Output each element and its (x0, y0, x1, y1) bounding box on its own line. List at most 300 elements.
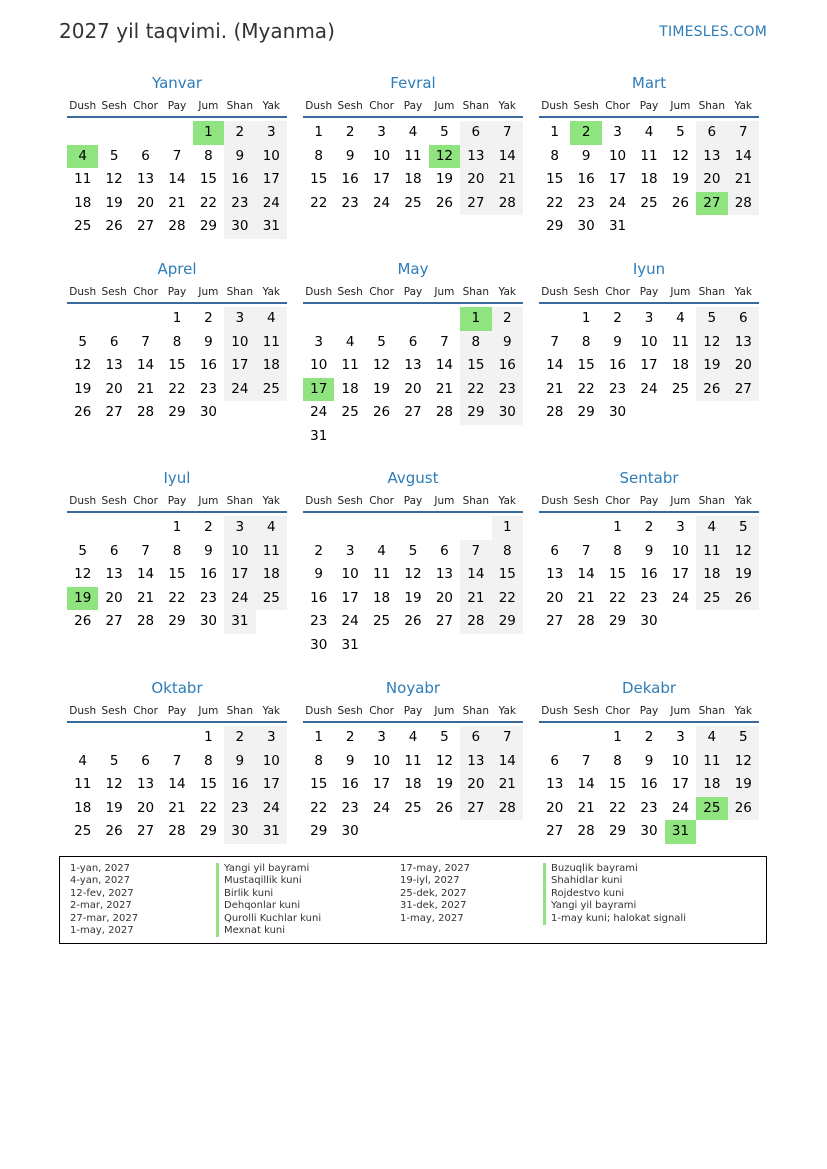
month-block (539, 467, 759, 634)
day-cell: 13 (460, 145, 491, 169)
weekday-label: Dush (305, 495, 333, 507)
day-cell: 28 (460, 610, 491, 634)
month-name: Oktabr (151, 679, 203, 697)
day-cell: 6 (728, 307, 759, 331)
day-cell: 29 (608, 613, 627, 630)
day-cell: 15 (608, 566, 627, 583)
day-cell: 15 (168, 357, 186, 374)
weekday-label: Shan (698, 286, 726, 298)
day-cell: 12 (728, 750, 759, 774)
day-cell: 13 (404, 357, 422, 374)
day-cell: 20 (546, 589, 564, 606)
day-cell: 12 (372, 357, 391, 374)
day-cell: 3 (644, 310, 654, 326)
day-cell: 2 (224, 121, 255, 145)
day-cell: 17 (671, 566, 690, 583)
day-cell: 24 (224, 587, 255, 611)
day-cell: 15 (310, 171, 328, 188)
weekday-header (303, 493, 523, 513)
empty-cell (161, 121, 192, 145)
day-cell: 29 (199, 218, 218, 235)
day-grid (303, 121, 523, 215)
day-cell: 5 (78, 542, 87, 559)
holiday-day-cell: 25 (696, 797, 727, 821)
month-name: Sentabr (619, 469, 679, 487)
month-name: Avgust (387, 469, 439, 487)
day-grid (539, 307, 759, 425)
day-cell: 14 (577, 776, 595, 793)
day-cell: 13 (728, 331, 759, 355)
day-cell: 26 (74, 613, 92, 630)
day-cell: 4 (256, 307, 287, 331)
day-cell: 20 (136, 799, 155, 816)
weekday-label: Shan (462, 495, 490, 507)
day-cell: 13 (546, 566, 564, 583)
day-cell: 3 (676, 519, 685, 535)
weekday-label: Shan (462, 286, 490, 298)
weekday-header (67, 284, 287, 304)
weekday-label: Dush (305, 286, 333, 298)
day-cell: 21 (435, 380, 454, 397)
day-cell: 16 (224, 773, 255, 797)
day-cell: 13 (460, 750, 491, 774)
day-cell: 5 (440, 729, 449, 745)
day-cell: 2 (314, 542, 323, 559)
day-cell: 16 (577, 171, 595, 188)
brand-link[interactable]: TIMESLES.COM (659, 24, 767, 40)
day-cell: 30 (577, 218, 595, 235)
day-cell: 29 (546, 218, 564, 235)
day-cell: 17 (608, 171, 627, 188)
day-cell: 23 (492, 378, 523, 402)
day-cell: 24 (671, 799, 690, 816)
weekday-label: Jum (434, 705, 455, 717)
day-cell: 3 (377, 124, 386, 140)
day-cell: 11 (256, 540, 287, 564)
day-cell: 8 (314, 147, 323, 164)
day-cell: 20 (460, 168, 491, 192)
day-cell: 15 (199, 776, 218, 793)
weekday-label: Chor (605, 100, 630, 112)
day-cell: 9 (224, 145, 255, 169)
day-cell: 24 (341, 613, 359, 630)
day-cell: 1 (314, 124, 323, 140)
day-cell: 19 (696, 354, 727, 378)
day-cell: 19 (74, 380, 92, 397)
day-cell: 22 (199, 194, 218, 211)
day-cell: 5 (728, 516, 759, 540)
day-cell: 14 (492, 750, 523, 774)
day-cell: 12 (696, 331, 727, 355)
day-cell: 13 (105, 566, 123, 583)
day-cell: 5 (408, 542, 418, 559)
day-cell: 4 (696, 726, 727, 750)
day-cell: 28 (546, 404, 564, 421)
holiday-day-cell: 31 (665, 820, 696, 844)
day-cell: 11 (696, 540, 727, 564)
day-cell: 12 (74, 357, 92, 374)
day-cell: 21 (168, 799, 186, 816)
weekday-label: Dush (541, 286, 569, 298)
day-cell: 16 (310, 589, 328, 606)
weekday-label: Dush (69, 495, 97, 507)
weekday-label: Pay (403, 286, 423, 298)
day-cell: 19 (105, 194, 123, 211)
day-cell: 21 (728, 168, 759, 192)
day-cell: 26 (728, 797, 759, 821)
day-cell: 23 (224, 797, 255, 821)
weekday-label: Dush (541, 705, 569, 717)
legend-entry: Birlik kuni (216, 888, 321, 900)
day-cell: 4 (644, 124, 654, 140)
empty-cell (303, 307, 334, 331)
day-cell: 25 (671, 380, 690, 397)
day-cell: 10 (640, 333, 658, 350)
day-cell: 5 (676, 124, 685, 140)
weekday-label: Chor (605, 286, 630, 298)
weekday-label: Chor (133, 100, 158, 112)
day-cell: 14 (460, 563, 491, 587)
day-cell: 16 (608, 357, 627, 374)
weekday-label: Chor (605, 705, 630, 717)
day-cell: 8 (314, 752, 323, 769)
day-cell: 26 (372, 404, 391, 421)
day-cell: 27 (546, 823, 564, 840)
weekday-label: Yak (734, 100, 752, 112)
empty-cell (460, 516, 491, 540)
day-cell: 22 (168, 589, 186, 606)
day-cell: 20 (435, 589, 454, 606)
empty-cell (67, 726, 98, 750)
day-cell: 22 (492, 587, 523, 611)
day-cell: 15 (577, 357, 595, 374)
day-cell: 20 (546, 799, 564, 816)
day-cell: 23 (310, 613, 328, 630)
day-cell: 10 (224, 331, 255, 355)
weekday-label: Sesh (573, 705, 599, 717)
day-cell: 2 (492, 307, 523, 331)
day-cell: 10 (671, 752, 690, 769)
day-cell: 11 (256, 331, 287, 355)
month-name: Iyun (632, 260, 666, 278)
weekday-label: Dush (69, 100, 97, 112)
day-cell: 12 (74, 566, 92, 583)
day-cell: 26 (435, 799, 454, 816)
day-cell: 15 (460, 354, 491, 378)
day-cell: 17 (372, 171, 391, 188)
weekday-label: Chor (133, 495, 158, 507)
day-cell: 26 (671, 194, 690, 211)
day-cell: 18 (74, 194, 92, 211)
day-cell: 26 (404, 613, 422, 630)
day-cell: 1 (172, 519, 182, 535)
weekday-header (539, 284, 759, 304)
day-cell: 7 (492, 121, 523, 145)
weekday-label: Pay (639, 286, 659, 298)
empty-cell (334, 516, 365, 540)
weekday-header (539, 493, 759, 513)
day-cell: 1 (314, 729, 323, 745)
day-cell: 5 (377, 333, 386, 350)
weekday-label: Dush (305, 705, 333, 717)
day-cell: 18 (74, 799, 92, 816)
day-cell: 2 (644, 729, 654, 745)
day-cell: 23 (199, 589, 218, 606)
weekday-header (67, 98, 287, 118)
day-cell: 17 (372, 776, 391, 793)
legend-entry: Buzuqlik bayrami (543, 863, 686, 875)
day-cell: 19 (105, 799, 123, 816)
empty-cell (334, 307, 365, 331)
day-cell: 17 (671, 776, 690, 793)
day-grid (303, 516, 523, 658)
weekday-label: Sesh (573, 495, 599, 507)
day-cell: 19 (728, 773, 759, 797)
weekday-label: Pay (639, 705, 659, 717)
day-cell: 9 (613, 333, 622, 350)
day-cell: 15 (492, 563, 523, 587)
weekday-header (67, 493, 287, 513)
day-cell: 18 (256, 563, 287, 587)
day-cell: 6 (550, 542, 559, 559)
day-cell: 28 (728, 192, 759, 216)
day-cell: 21 (577, 589, 595, 606)
day-grid (67, 121, 287, 239)
day-cell: 9 (204, 542, 213, 559)
day-cell: 14 (136, 357, 155, 374)
day-cell: 4 (408, 729, 418, 745)
day-cell: 23 (577, 194, 595, 211)
day-cell: 22 (460, 378, 491, 402)
weekday-label: Sesh (337, 495, 363, 507)
day-cell: 11 (696, 750, 727, 774)
month-name: Dekabr (621, 679, 677, 697)
day-cell: 18 (341, 380, 359, 397)
day-cell: 30 (341, 823, 359, 840)
weekday-label: Chor (369, 705, 394, 717)
day-cell: 7 (728, 121, 759, 145)
legend-dates-column-2 (400, 863, 470, 925)
day-cell: 4 (377, 542, 386, 559)
empty-cell (67, 516, 98, 540)
weekday-label: Pay (167, 495, 187, 507)
day-cell: 14 (728, 145, 759, 169)
weekday-label: Sesh (101, 705, 127, 717)
day-cell: 3 (377, 729, 386, 745)
month-block (67, 467, 287, 634)
day-cell: 17 (256, 773, 287, 797)
legend-entry: 1-may, 2027 (400, 912, 464, 924)
legend-entry: Dehqonlar kuni (216, 900, 321, 912)
day-cell: 3 (314, 333, 323, 350)
day-cell: 18 (671, 357, 690, 374)
day-cell: 11 (372, 566, 391, 583)
day-cell: 23 (224, 192, 255, 216)
weekday-label: Pay (403, 100, 423, 112)
day-cell: 21 (546, 380, 564, 397)
day-cell: 10 (224, 540, 255, 564)
day-cell: 23 (640, 589, 658, 606)
day-cell: 30 (608, 404, 627, 421)
day-cell: 26 (105, 218, 123, 235)
month-block (303, 72, 523, 215)
weekday-label: Yak (262, 100, 280, 112)
day-cell: 6 (460, 726, 491, 750)
day-cell: 19 (728, 563, 759, 587)
month-name: Noyabr (385, 679, 441, 697)
day-cell: 18 (404, 171, 422, 188)
empty-cell (67, 307, 98, 331)
day-cell: 16 (341, 776, 359, 793)
weekday-header (67, 703, 287, 723)
weekday-label: Yak (734, 495, 752, 507)
day-cell: 18 (404, 776, 422, 793)
day-cell: 6 (141, 752, 150, 769)
day-cell: 11 (74, 776, 92, 793)
day-cell: 7 (440, 333, 449, 350)
empty-cell (429, 307, 460, 331)
day-cell: 14 (168, 776, 186, 793)
day-cell: 2 (345, 729, 355, 745)
day-cell: 24 (640, 380, 658, 397)
day-cell: 17 (341, 589, 359, 606)
month-block (67, 258, 287, 425)
weekday-label: Sesh (573, 286, 599, 298)
day-cell: 17 (224, 354, 255, 378)
day-cell: 26 (696, 378, 727, 402)
day-cell: 31 (224, 610, 255, 634)
day-cell: 30 (640, 613, 658, 630)
empty-cell (366, 516, 397, 540)
day-cell: 3 (256, 726, 287, 750)
weekday-label: Pay (167, 286, 187, 298)
weekday-label: Jum (670, 495, 691, 507)
day-cell: 27 (460, 797, 491, 821)
empty-cell (397, 516, 428, 540)
weekday-label: Yak (262, 495, 280, 507)
page-title: 2027 yil taqvimi. (Myanma) (59, 19, 335, 43)
weekday-label: Yak (734, 286, 752, 298)
day-cell: 11 (404, 147, 422, 164)
weekday-label: Sesh (337, 286, 363, 298)
day-cell: 25 (74, 218, 92, 235)
day-cell: 9 (581, 147, 591, 164)
day-cell: 7 (172, 752, 182, 769)
day-cell: 5 (440, 124, 449, 140)
weekday-label: Shan (462, 705, 490, 717)
day-cell: 16 (224, 168, 255, 192)
legend-entry: 1-yan, 2027 (70, 863, 130, 874)
weekday-label: Shan (226, 100, 254, 112)
day-cell: 15 (199, 171, 218, 188)
day-cell: 15 (168, 566, 186, 583)
weekday-label: Pay (639, 100, 659, 112)
day-cell: 3 (224, 307, 255, 331)
day-cell: 2 (345, 124, 355, 140)
weekday-label: Chor (369, 100, 394, 112)
weekday-label: Shan (226, 705, 254, 717)
day-cell: 7 (172, 147, 182, 164)
empty-cell (539, 307, 570, 331)
day-cell: 1 (204, 729, 213, 745)
weekday-label: Yak (262, 705, 280, 717)
day-cell: 6 (141, 147, 150, 164)
weekday-label: Pay (639, 495, 659, 507)
day-cell: 22 (168, 380, 186, 397)
month-block (67, 72, 287, 239)
day-cell: 3 (345, 542, 355, 559)
day-cell: 14 (492, 145, 523, 169)
day-cell: 21 (136, 589, 155, 606)
day-cell: 2 (613, 310, 622, 326)
day-cell: 29 (168, 404, 186, 421)
legend-entry: Mustaqillik kuni (216, 875, 321, 887)
day-cell: 9 (345, 147, 355, 164)
day-cell: 20 (136, 194, 155, 211)
empty-cell (429, 516, 460, 540)
day-cell: 10 (341, 566, 359, 583)
day-cell: 28 (168, 218, 186, 235)
weekday-label: Jum (670, 100, 691, 112)
day-cell: 19 (404, 589, 422, 606)
day-cell: 21 (136, 380, 155, 397)
month-block (539, 677, 759, 844)
weekday-header (303, 703, 523, 723)
day-cell: 18 (696, 773, 727, 797)
weekday-label: Jum (670, 705, 691, 717)
day-cell: 22 (310, 194, 328, 211)
holiday-day-cell: 19 (67, 587, 98, 611)
day-cell: 14 (546, 357, 564, 374)
legend-entry: Mexnat kuni (216, 925, 321, 937)
day-cell: 13 (435, 566, 454, 583)
day-cell: 8 (172, 542, 182, 559)
day-grid (303, 726, 523, 844)
weekday-label: Shan (226, 286, 254, 298)
day-cell: 20 (728, 354, 759, 378)
empty-cell (570, 726, 601, 750)
month-name: Mart (631, 74, 667, 92)
day-cell: 12 (105, 776, 123, 793)
day-cell: 6 (550, 752, 559, 769)
day-cell: 6 (109, 542, 119, 559)
day-cell: 27 (105, 404, 123, 421)
day-cell: 7 (550, 333, 559, 350)
day-cell: 30 (199, 404, 218, 421)
weekday-label: Chor (133, 705, 158, 717)
day-cell: 16 (640, 566, 658, 583)
holiday-day-cell: 27 (696, 192, 727, 216)
day-cell: 16 (640, 776, 658, 793)
day-cell: 22 (199, 799, 218, 816)
weekday-label: Jum (434, 495, 455, 507)
legend-entry: Rojdestvo kuni (543, 888, 686, 900)
legend-entry: 1-may, 2027 (70, 924, 134, 936)
day-cell: 19 (435, 171, 454, 188)
day-cell: 29 (310, 823, 328, 840)
day-cell: 30 (640, 823, 658, 840)
day-cell: 16 (199, 566, 218, 583)
weekday-label: Shan (698, 495, 726, 507)
day-cell: 13 (136, 776, 155, 793)
day-cell: 16 (199, 357, 218, 374)
day-grid (67, 516, 287, 634)
month-name: Fevral (390, 74, 436, 92)
day-cell: 12 (404, 566, 422, 583)
day-cell: 28 (136, 613, 155, 630)
day-cell: 11 (74, 171, 92, 188)
day-cell: 7 (492, 726, 523, 750)
